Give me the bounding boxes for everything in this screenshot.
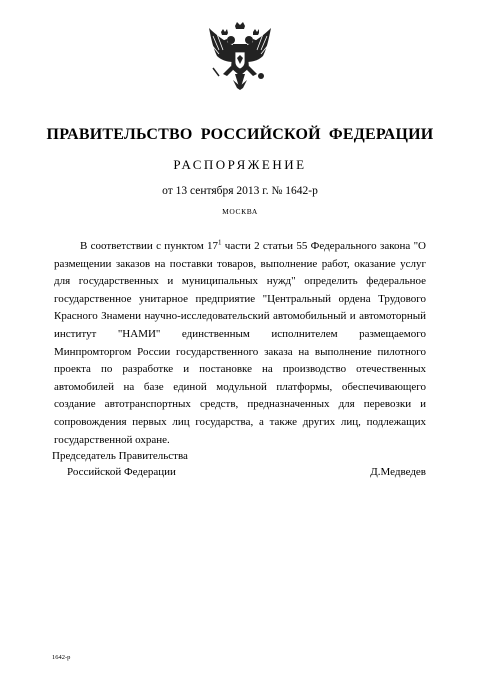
order-body-paragraph (54, 238, 426, 449)
body-text-part-2: части 2 статьи 55 Федерального закона "О размещении заказов на поставки товаров, выполнение работ, оказание услуг для государственных и муниципальных нужд" определить федеральное государственное унитарное предприятие "Центральный ордена Трудового Красного Знамени научно-исследовательский автомобильный и автомоторный институт "НАМИ" единственным исполнителем размещаемого Минпромторгом России государственного заказа на выполнение пилотного проекта по разработке и постановке на производство отечественных автомобилей на базе единой модульной платформы, обеспечивающего создание автотранспортных средств, предназначенных для перевозки и сопровождения первых лиц государства, а также других лиц, подлежащих государственной охране. (54, 240, 427, 446)
document-date-number: от 13 сентября 2013 г. № 1642-р (162, 185, 318, 197)
body-text-part-1: В соответствии с пунктом 17 (80, 240, 218, 252)
signer-title-line-2: Российской Федерации (67, 466, 176, 478)
signer-title-line-1: Председатель Правительства (52, 450, 188, 462)
government-title: ПРАВИТЕЛЬСТВО РОССИЙСКОЙ ФЕДЕРАЦИИ (46, 126, 434, 143)
signer-name: Д.Медведев (370, 466, 426, 478)
document-type: РАСПОРЯЖЕНИЕ (173, 157, 307, 172)
footer-document-code: 1642-р (52, 654, 71, 661)
document-city: МОСКВА (222, 207, 258, 216)
body-superscript: 1 (218, 238, 222, 247)
russian-coat-of-arms-icon (207, 20, 273, 96)
